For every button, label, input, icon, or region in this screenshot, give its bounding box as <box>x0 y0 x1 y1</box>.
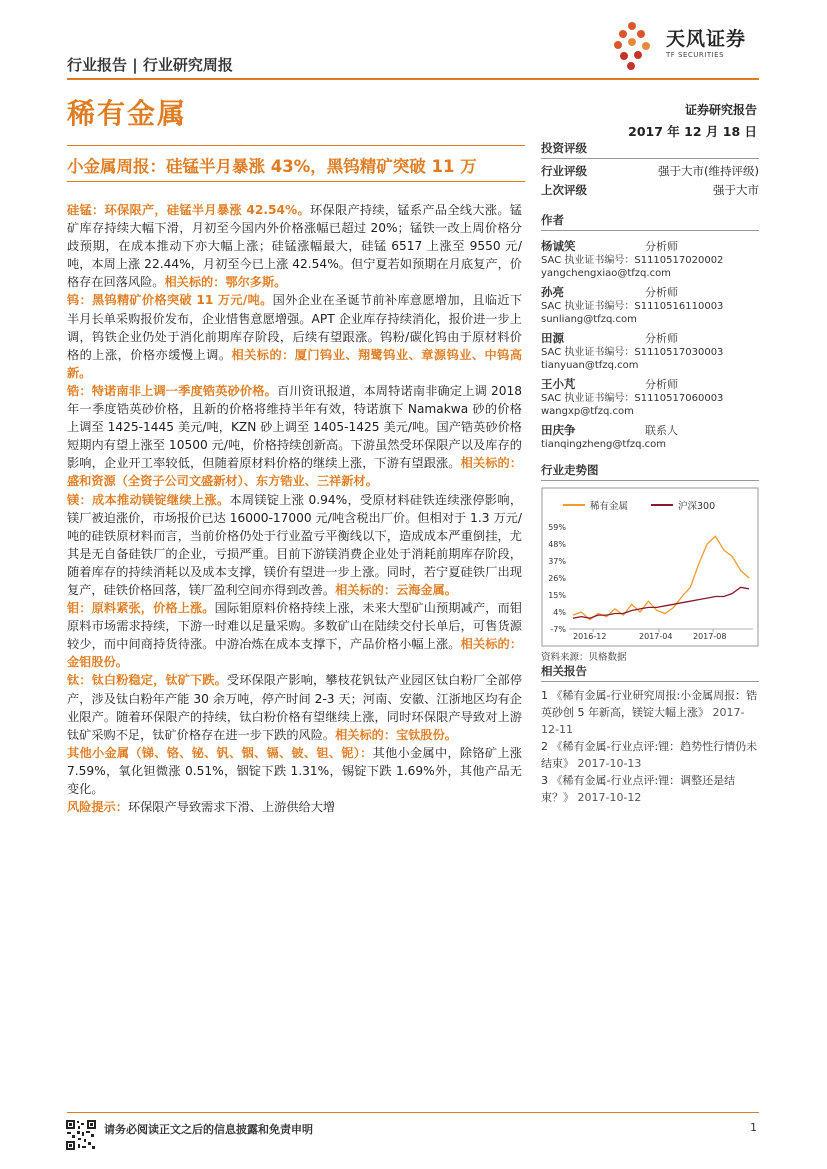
rating-key: 行业评级 <box>541 164 587 178</box>
related-stocks: 宝钛股份。 <box>396 727 457 742</box>
related-stock-label: 相关标的： <box>335 582 397 597</box>
authors-section <box>541 212 759 454</box>
analyst-name: 田庆争 <box>541 423 576 437</box>
related-stock-label: 相关标的： <box>335 727 397 742</box>
body-paragraph <box>67 201 522 291</box>
trend-section <box>541 462 759 663</box>
analyst-email[interactable]: yangchengxiao@tfzq.com <box>541 268 671 279</box>
rating-value: 强于大市(维持评级) <box>658 164 759 178</box>
report-body <box>67 201 522 816</box>
paragraph-lead: 其他小金属（锑、铬、铋、钒、铟、镉、铍、钽、铌）： <box>67 745 373 760</box>
related-stocks: 盛和资源（全资子公司文盛新材）、东方锆业、三祥新材。 <box>67 474 378 489</box>
related-section <box>541 663 759 806</box>
related-stock-label: 相关标的： <box>460 456 523 471</box>
related-stocks: 金钼股份。 <box>67 655 128 670</box>
analyst-name: 田源 <box>541 331 564 345</box>
analyst-card <box>541 240 759 286</box>
related-report-date: 2017-12-11 <box>541 706 745 736</box>
rating-key: 上次评级 <box>541 183 587 197</box>
rating-heading: 投资评级 <box>541 140 759 159</box>
rating-section <box>541 140 759 200</box>
y-tick-label: 26% <box>548 574 566 583</box>
body-paragraph <box>67 744 522 798</box>
y-tick-label: -7% <box>550 625 566 634</box>
x-tick-label: 2016-12 <box>573 632 607 641</box>
rating-row <box>541 162 759 181</box>
related-heading: 相关报告 <box>541 663 759 682</box>
paragraph-text: 其他小金属中，除铬矿上涨 7.59%，氧化钽微涨 0.51%，铟锭下跌 1.31%，锡锭下跌 1.69%外，其他产品无变化。 <box>67 745 522 796</box>
body-paragraph <box>67 491 522 600</box>
report-title: 小金属周报：硅锰半月暴涨 43%，黑钨精矿突破 11 万 <box>67 157 477 176</box>
body-paragraph <box>67 291 522 381</box>
report-date: 2017 年 12 月 18 日 <box>628 124 757 139</box>
related-stock-label: 相关标的： <box>231 347 295 362</box>
analyst-email[interactable]: tianqingzheng@tfzq.com <box>541 439 666 450</box>
header-divider <box>67 78 759 80</box>
body-paragraph <box>67 382 522 491</box>
analyst-role: 分析师 <box>645 286 678 299</box>
qr-code-icon <box>66 1120 96 1150</box>
title-bottom-rule <box>67 181 525 182</box>
body-paragraph <box>67 671 522 743</box>
related-stocks: 云海金属。 <box>396 582 457 597</box>
report-category: 行业报告 | 行业研究周报 <box>67 56 233 74</box>
related-report[interactable] <box>541 738 759 772</box>
related-report-title[interactable]: 2 《稀有金属-行业点评:锂：趋势性行情仍未结束》 <box>541 740 758 770</box>
analyst-card <box>541 332 759 378</box>
y-tick-label: 4% <box>553 608 566 617</box>
analyst-card <box>541 286 759 332</box>
rating-value: 强于大市 <box>713 183 759 197</box>
related-stock-label: 相关标的： <box>460 637 523 652</box>
analyst-cert: SAC 执业证书编号：S1110517060003 <box>541 393 724 404</box>
analyst-card <box>541 424 759 454</box>
related-report-title[interactable]: 3 《稀有金属-行业点评:锂：调整还是结束？》 <box>541 774 736 804</box>
paragraph-text: 环保限产持续，锰系产品全线大涨。锰矿库存持续大幅下滑，月初至今国内外价格涨幅已超过 20%；锰铁一改上周价格分歧预期，在成本推动下亦大幅上涨；硅锰涨幅最大，硅锰 6517 上涨至 9550 元/吨，本周上涨 22.44%，月初至今已上涨 42.54%。但宁夏若如预期在月底复产，价格存在回落风险。 <box>67 203 522 290</box>
legend-label: 沪深300 <box>678 501 716 512</box>
related-stocks: 鄂尔多斯。 <box>225 275 287 290</box>
paragraph-text: 百川资讯报道，本周特诺南非确定上调 2018 年一季度锆英砂价格，且新的价格将维持半年有效，特诺旗下 Namakwa 砂的价格上调至 1425-1445 美元/吨，KZN 砂上调至 1405-1425 美元/吨。国产锆英砂价格短期内有望上涨至 10500 元/吨，价格持续创新高。下游虽然受环保限产以及库存的影响，企业开工率较低，但随着原材料价格的继续上涨，下游有望跟涨。 <box>67 383 523 471</box>
paragraph-lead: 钛：钛白粉稳定，钛矿下跌。 <box>67 673 227 688</box>
authors-heading: 作者 <box>541 212 759 231</box>
y-tick-label: 48% <box>548 540 566 549</box>
analyst-role: 分析师 <box>645 378 678 391</box>
analyst-email[interactable]: wangxp@tfzq.com <box>541 406 634 417</box>
related-report-title[interactable]: 1 《稀有金属-行业研究周报:小金属周报：锆英砂创 5 年新高，镁锭大幅上涨》 <box>541 689 758 719</box>
paragraph-lead: 锆：特诺南非上调一季度锆英砂价格。 <box>67 383 277 398</box>
paragraph-text: 国外企业在圣诞节前补库意愿增加，且临近下半月长单采购报价发布，企业惜售意愿增强。APT 企业库存持续消化，报价进一步上调，钨铁企业仍处于消化前期库存阶段，后续有望跟涨。钨粉/碳化钨由于原材料价格的上涨，价格亦缓慢上调。 <box>67 293 523 362</box>
paragraph-text: 国际钼原料价格持续上涨，未来大型矿山预期减产，而钼原料市场需求持续，下游一时难以足量采购。多数矿山在陆续交付长单后，可售货源较少，而中间商持货待涨。中游冶炼在成本支撑下，产品价格小幅上涨。 <box>67 601 523 652</box>
paragraph-text: 环保限产导致需求下滑、上游供给大增 <box>127 800 336 815</box>
analyst-name: 王小芃 <box>541 377 576 391</box>
page-number: 1 <box>750 1121 757 1134</box>
footer-divider <box>67 1112 759 1113</box>
y-tick-label: 15% <box>548 591 566 600</box>
analyst-cert: SAC 执业证书编号：S1110517020002 <box>541 255 724 266</box>
paragraph-text: 本周镁锭上涨 0.94%，受原材料硅铁连续涨停影响，镁厂被迫涨价，市场报价已达 16000-17000 元/吨含税出厂价。但相对于 1.3 万元/吨的硅铁原材料而言，当前价格仍处于行业盈亏平衡线以下，造成成本严重倒挂，尤其是无自备硅铁厂的企业，亏损严重。目前下游镁消费企业处于消耗前期库存阶段，随着库存的持续消耗以及成本支撑，镁价有望进一步上涨。同时，若宁夏硅铁厂出现复产，硅铁价格回落，镁厂盈利空间亦得到改善。 <box>67 492 523 597</box>
rating-row <box>541 181 759 200</box>
chart-frame <box>542 488 758 646</box>
related-stocks: 厦门钨业、翔鹭钨业、章源钨业、中钨高新。 <box>67 347 523 380</box>
related-report[interactable] <box>541 772 759 806</box>
related-report-date: 2017-10-12 <box>577 791 642 804</box>
analyst-name: 杨诚笑 <box>541 239 576 253</box>
related-report[interactable] <box>541 687 759 738</box>
y-tick-label: 37% <box>548 557 566 566</box>
trend-chart <box>541 487 759 647</box>
analyst-email[interactable]: tianyuan@tfzq.com <box>541 360 639 371</box>
analyst-cert: SAC 执业证书编号：S1110516110003 <box>541 301 724 312</box>
related-report-date: 2017-10-13 <box>577 757 642 770</box>
paragraph-lead: 硅锰：环保限产，硅锰半月暴涨 42.54%。 <box>67 203 310 217</box>
analyst-card <box>541 378 759 424</box>
analyst-role: 联系人 <box>645 424 678 437</box>
paragraph-lead: 镁：成本推动镁锭继续上涨。 <box>67 492 230 507</box>
x-tick-label: 2017-04 <box>639 632 673 641</box>
trend-heading: 行业走势图 <box>541 462 759 481</box>
logo-subtitle: TF SECURITIES <box>666 51 725 59</box>
paragraph-lead: 钨：黑钨精矿价格突破 11 万元/吨。 <box>67 293 273 308</box>
analyst-email[interactable]: sunliang@tfzq.com <box>541 314 637 325</box>
chart-source: 资料来源：贝格数据 <box>541 652 627 663</box>
footer-disclaimer: 请务必阅读正文之后的信息披露和免责申明 <box>104 1123 313 1136</box>
paragraph-lead: 风险提示： <box>67 800 128 815</box>
body-paragraph <box>67 599 522 671</box>
body-paragraph <box>67 798 522 816</box>
paragraph-text: 受环保限产影响，攀枝花钒钛产业园区钛白粉厂全部停产，涉及钛白粉年产能 30 余万吨，停产时间 2-3 天；河南、安徽、江浙地区均有企业限产。随着环保限产的持续，钛白粉价格有望继续上涨，同时环保限产导致对上游钛矿采购不足，钛矿价格存在进一步下跌的风险。 <box>67 673 523 742</box>
legend-label: 稀有金属 <box>590 501 629 512</box>
analyst-role: 分析师 <box>645 332 678 345</box>
y-tick-label: 59% <box>548 523 566 532</box>
analyst-role: 分析师 <box>645 240 678 253</box>
logo-name: 天风证券 <box>666 28 747 50</box>
analyst-cert: SAC 执业证书编号：S1110517030003 <box>541 347 724 358</box>
sector-title: 稀有金属 <box>67 97 188 130</box>
x-tick-label: 2017-08 <box>693 632 727 641</box>
paragraph-lead: 钼：原料紧张，价格上涨。 <box>67 601 215 616</box>
analyst-name: 孙亮 <box>541 285 564 299</box>
report-type: 证券研究报告 <box>684 103 757 117</box>
title-top-rule <box>67 145 525 146</box>
related-stock-label: 相关标的： <box>164 275 226 290</box>
